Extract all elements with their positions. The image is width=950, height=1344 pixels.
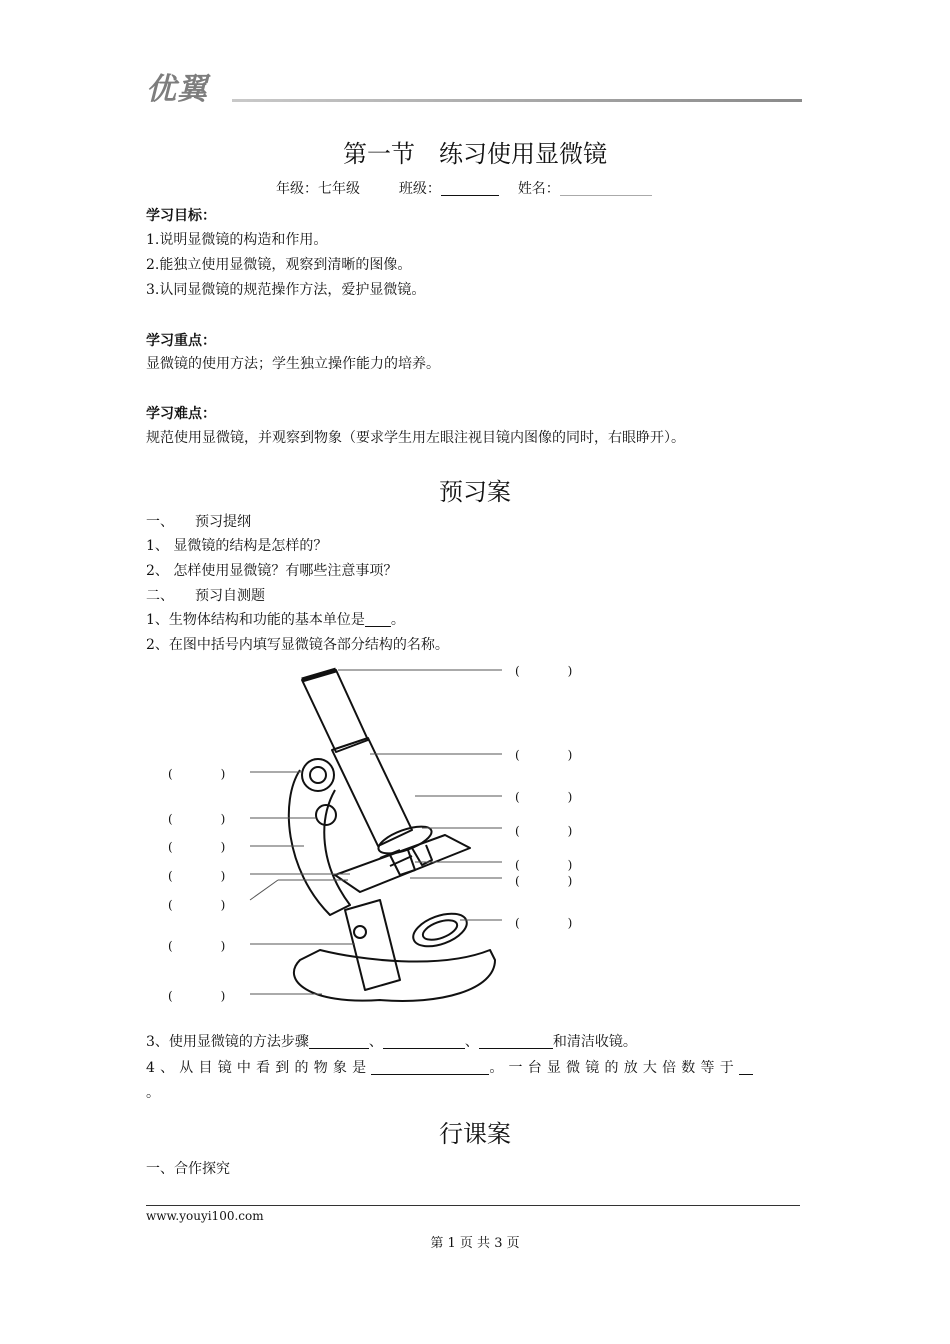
diagram-label[interactable]: ( ) [515,748,573,762]
student-info [276,178,652,198]
question-4-mid: 。一台显微镜的放大倍数等于 [489,1060,739,1076]
diagram-label[interactable]: ( ) [515,664,573,678]
diagram-label[interactable]: ( ) [515,824,573,838]
class-label: 班级： [398,181,441,197]
question-3-end: 和清洁收镜。 [552,1034,637,1050]
separator: 、 [368,1034,383,1050]
question-4 [146,1057,753,1077]
class-blank[interactable] [441,181,499,196]
answer-blank[interactable] [309,1034,369,1049]
mirror [409,907,471,952]
eyepiece-tube [302,670,368,752]
objective-item: 3.认同显微镜的规范操作方法，爱护显微镜。 [146,282,426,298]
header-rule [232,99,802,102]
objectives-heading: 学习目标： [146,208,216,224]
stage [335,835,470,892]
question-3 [146,1031,637,1051]
diagram-label[interactable]: ( ) [515,874,573,888]
footer-url[interactable]: www.youyi100.com [146,1209,264,1223]
diagram-label[interactable]: ( ) [168,939,226,953]
diagram-label[interactable]: ( ) [168,812,226,826]
name-blank[interactable] [560,181,652,196]
diagram-label[interactable]: ( ) [168,840,226,854]
page-number: 第 1 页 共 3 页 [430,1236,520,1251]
answer-blank[interactable] [479,1034,553,1049]
coarse-focus-knob [302,759,334,791]
grade-text: 年级：七年级 [276,181,360,197]
footer-rule [146,1205,800,1206]
diagram-label[interactable]: ( ) [515,858,573,872]
question-1-end: 。 [390,612,405,628]
key-points-text: 显微镜的使用方法；学生独立操作能力的培养。 [146,356,440,372]
answer-blank[interactable] [383,1034,465,1049]
diagram-label[interactable]: ( ) [168,898,226,912]
diagram-label[interactable]: ( ) [515,916,573,930]
test-heading: 二、 预习自测题 [146,588,265,604]
objective-item: 1.说明显微镜的构造和作用。 [146,232,328,248]
preview-title: 预习案 [439,478,511,506]
difficulties-heading: 学习难点： [146,406,216,422]
question-3-text: 3、使用显微镜的方法步骤 [146,1034,309,1050]
key-points-heading: 学习重点： [146,333,216,349]
question-2: 2、在图中括号内填写显微镜各部分结构的名称。 [146,637,449,653]
in-class-item: 一、合作探究 [146,1161,230,1177]
name-label: 姓名： [517,181,560,197]
brand-logo: 优翼 [146,72,208,107]
outline-heading: 一、 预习提纲 [146,514,251,530]
nosepiece [375,821,434,859]
answer-blank[interactable] [371,1060,489,1075]
outline-item: 1、 显微镜的结构是怎样的？ [146,538,328,554]
microscope-diagram [240,660,530,1010]
question-1-text: 1、生物体结构和功能的基本单位是 [146,612,365,628]
diagram-label[interactable]: ( ) [168,989,226,1003]
answer-blank[interactable] [365,612,391,627]
diagram-label[interactable]: ( ) [515,790,573,804]
question-4-end: 。 [146,1085,160,1101]
pillar [345,900,400,990]
diagram-label[interactable]: ( ) [168,869,226,883]
question-4-text: 4、从目镜中看到的物象是 [146,1060,372,1076]
question-1 [146,609,405,629]
in-class-title: 行课案 [439,1120,511,1148]
answer-blank[interactable] [739,1060,753,1075]
difficulties-text: 规范使用显微镜，并观察到物象（要求学生用左眼注视目镜内图像的同时，右眼睁开）。 [146,430,685,446]
diagram-label[interactable]: ( ) [168,767,226,781]
page-title: 第一节 练习使用显微镜 [343,140,607,168]
objective-item: 2.能独立使用显微镜，观察到清晰的图像。 [146,257,412,273]
outline-item: 2、 怎样使用显微镜？有哪些注意事项？ [146,563,398,579]
separator: 、 [464,1034,479,1050]
